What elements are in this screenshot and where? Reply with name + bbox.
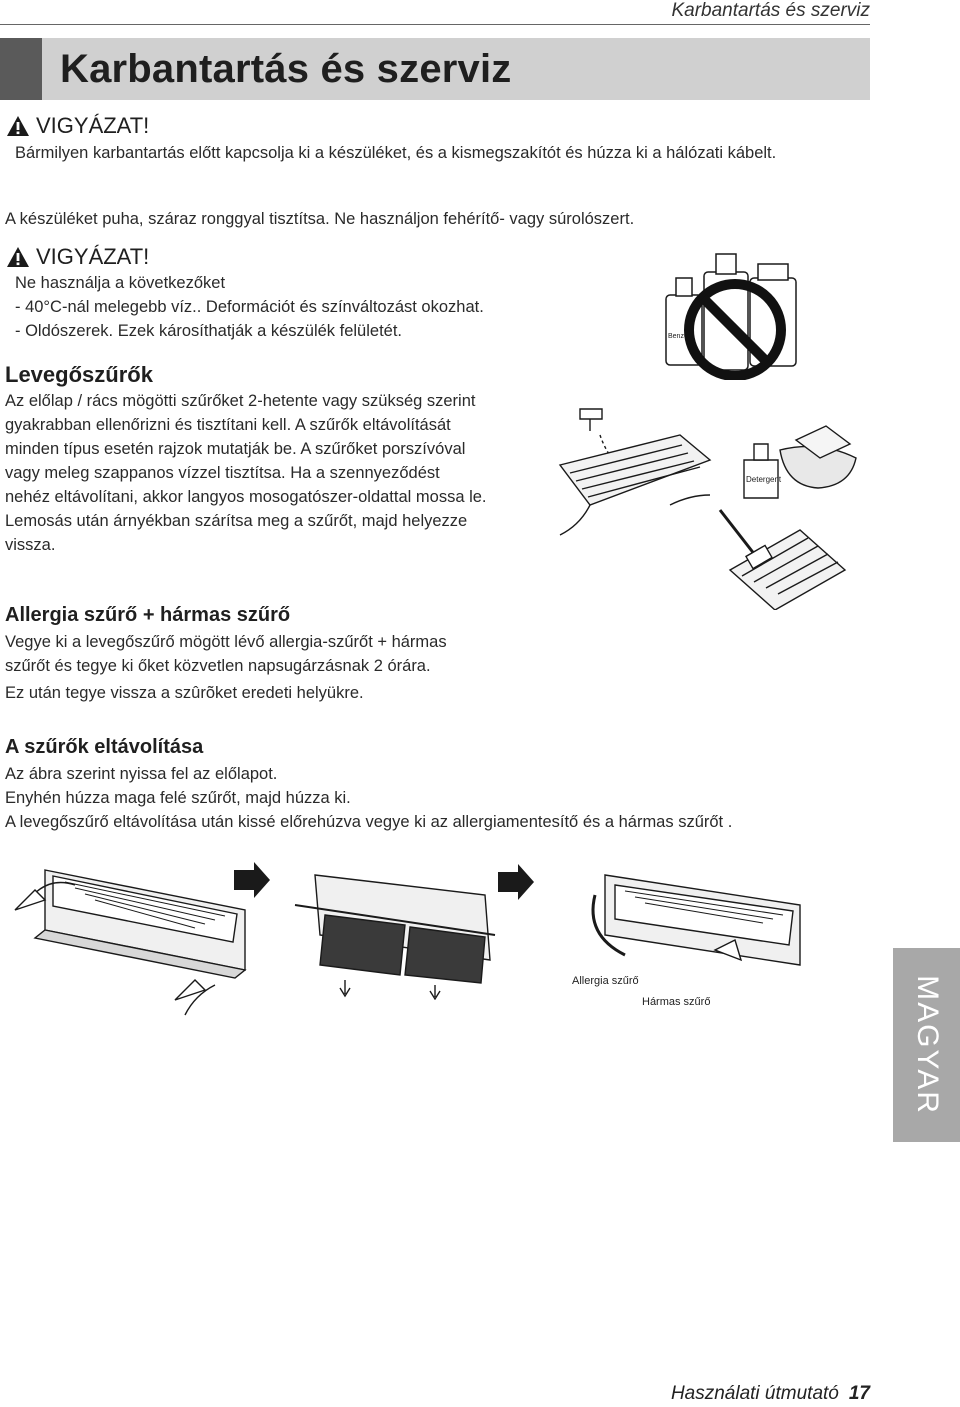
paragraph-line: nehéz eltávolítani, akkor langyos mosogatószer-oldattal mossa le.: [5, 488, 487, 506]
air-filters-text: [5, 389, 487, 557]
header-rule: [0, 24, 870, 25]
warning-heading-1: [6, 113, 149, 139]
paragraph-line: szűrőt és tegye ki őket közvetlen napsugárzásnak 2 órára.: [5, 657, 431, 675]
allergy-filter-heading: Allergia szűrő + hármas szűrő: [5, 604, 291, 626]
page-title: Karbantartás és szerviz: [60, 47, 512, 91]
next-step-arrow-icon: [232, 860, 272, 900]
page-footer: [671, 1383, 870, 1405]
detergent-label: Detergent: [746, 475, 782, 484]
running-header: Karbantartás és szerviz: [671, 0, 870, 21]
paragraph-line: Enyhén húzza maga felé szűrőt, majd húzza ki.: [5, 789, 351, 807]
paragraph-line: Lemosás után árnyékban szárítsa meg a szűrőt, majd helyezze: [5, 512, 468, 530]
paragraph-line: Ez után tegye vissza a szûrõket eredeti helyükre.: [5, 684, 364, 702]
warning-icon: [6, 115, 30, 137]
warning-line: Ne használja a következőket: [15, 274, 226, 292]
filter-washing-illustration: [550, 395, 720, 555]
language-tab-label: MAGYAR: [910, 975, 944, 1115]
step1-open-panel-illustration: [5, 850, 255, 1020]
page-number: 17: [848, 1383, 870, 1404]
paragraph-line: minden típus esetén rajzok mutatják be. A szűrőket porszívóval: [5, 440, 466, 458]
vacuum-cleaning-illustration: [700, 500, 850, 610]
air-filters-heading: Levegőszűrők: [5, 362, 153, 387]
step3-remove-allergy-filter-illustration: [565, 865, 810, 975]
paragraph-line: A levegőszűrő eltávolítása után kissé előrehúzva vegye ki az allergiamentesítő és a hármas szűrőt .: [5, 813, 733, 831]
paragraph-line: vissza.: [5, 536, 56, 554]
warning-heading-2: [6, 244, 149, 270]
warning-line: - Oldószerek. Ezek károsíthatják a készülék felületét.: [15, 322, 403, 340]
paragraph-line: Vegye ki a levegőszűrő mögött lévő allergia-szűrőt + hármas: [5, 633, 447, 651]
benzene-label: Benzen: [668, 333, 692, 340]
warning-text-1: Bármilyen karbantartás előtt kapcsolja ki a készüléket, és a kismegszakítót és húzza ki a hálózati kábelt.: [15, 144, 777, 162]
filter-removal-heading: A szűrők eltávolítása: [5, 736, 204, 758]
filter-removal-text: [5, 762, 732, 834]
detergent-bowl-illustration: [740, 420, 860, 500]
warning-list-2: [15, 271, 484, 343]
allergy-filter-text: [5, 630, 447, 705]
triple-filter-label: Hármas szűrő: [642, 996, 711, 1008]
language-side-tab: [893, 948, 960, 1142]
warning-icon: [6, 246, 30, 268]
step2-pull-filter-illustration: [285, 865, 515, 1000]
manual-name: Használati útmutató: [670, 1383, 839, 1404]
cleaning-text: A készüléket puha, száraz ronggyal tisztítsa. Ne használjon fehérítő- vagy súrolószert.: [5, 210, 635, 228]
solvent-bottles-prohibited-illustration: [660, 250, 810, 380]
paragraph-line: gyakrabban ellenőrizni és tisztítani kell. A szűrők eltávolítását: [5, 416, 451, 434]
paragraph-line: Az előlap / rács mögötti szűrőket 2-hetente vagy szükség szerint: [5, 392, 476, 410]
warning-label-1: VIGYÁZAT!: [36, 113, 150, 138]
next-step-arrow-icon: [496, 862, 536, 902]
title-block: [0, 38, 42, 100]
paragraph-line: vagy meleg szappanos vízzel tisztítsa. Ha a szennyeződést: [5, 464, 440, 482]
allergy-filter-label: Allergia szűrő: [572, 975, 639, 987]
paragraph-line: Az ábra szerint nyissa fel az előlapot.: [5, 765, 278, 783]
warning-line: - 40°C-nál melegebb víz.. Deformációt és színváltozást okozhat.: [15, 298, 484, 316]
warning-label-2: VIGYÁZAT!: [36, 244, 150, 269]
